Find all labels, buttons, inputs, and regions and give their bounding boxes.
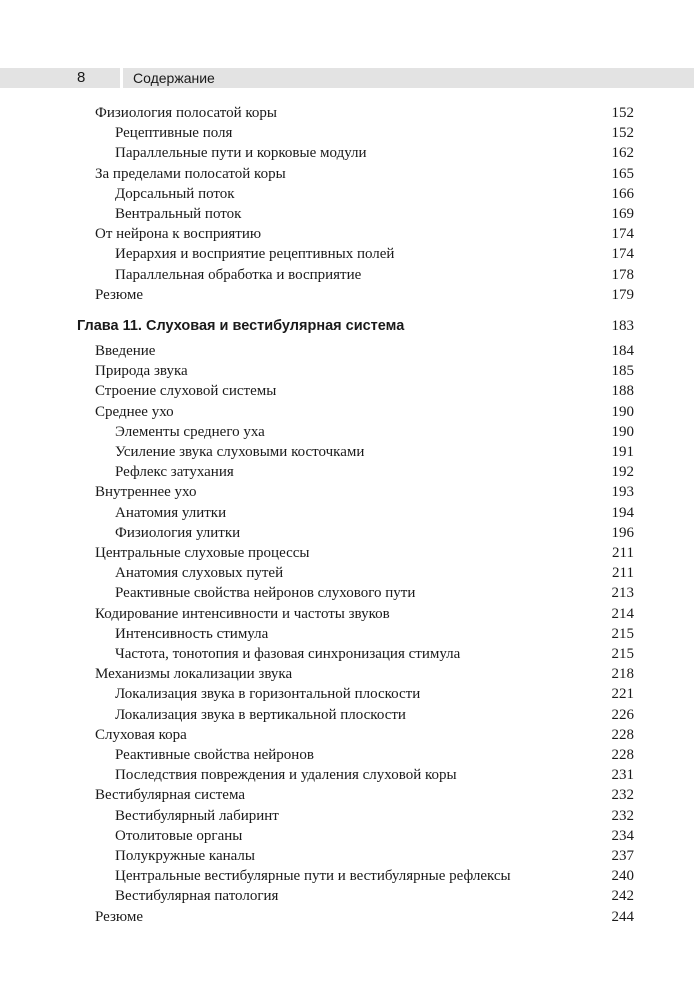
toc-entry-page: 190 — [611, 403, 634, 420]
toc-entry-page: 194 — [611, 504, 634, 521]
toc-entry-page: 213 — [611, 585, 634, 602]
toc-entry-page: 169 — [611, 206, 634, 222]
toc-entry-page: 215 — [611, 625, 634, 642]
toc-entry-page: 231 — [611, 767, 634, 784]
toc-entry-title: Строение слуховой системы — [95, 383, 277, 400]
toc-entry-title: Дорсальный поток — [115, 185, 235, 202]
toc-entry-title: Физиология полосатой коры — [95, 105, 277, 121]
toc-entry-page: 215 — [611, 646, 634, 662]
toc-entry-page: 237 — [611, 848, 634, 864]
toc-entry — [95, 103, 634, 123]
toc-entry-title: Параллельная обработка и восприятие — [115, 266, 362, 283]
toc-entry — [95, 523, 634, 543]
header-divider — [120, 68, 123, 88]
toc-entry-page: 174 — [611, 246, 634, 263]
toc-entry-page: 184 — [611, 343, 634, 359]
page-number: 8 — [77, 69, 86, 86]
toc-entry — [95, 886, 634, 906]
toc-entry — [95, 604, 634, 624]
toc-entry — [95, 745, 634, 765]
toc-entry — [95, 341, 634, 361]
toc-entry — [95, 224, 634, 244]
toc-entry-title: Кодирование интенсивности и частоты звуков — [95, 605, 390, 622]
toc-entry-page: 228 — [611, 747, 634, 763]
toc-entry-title: Полукружные каналы — [115, 848, 255, 864]
toc-entry-title: Элементы среднего уха — [115, 423, 265, 440]
toc-entry-page: 193 — [611, 484, 634, 501]
toc-entry-title: Реактивные свойства нейронов — [115, 747, 314, 763]
toc-entry-page: 183 — [611, 318, 634, 334]
toc-entry-page: 178 — [611, 266, 634, 283]
toc-entry — [95, 785, 634, 805]
toc-entry-page: 166 — [611, 185, 634, 202]
toc-entry — [95, 725, 634, 745]
toc-entry — [95, 684, 634, 704]
toc-entry-title: Отолитовые органы — [115, 827, 243, 844]
toc-entry-title: Анатомия улитки — [115, 504, 227, 521]
toc-entry-page: 179 — [611, 286, 634, 303]
toc-entry-page: 191 — [611, 444, 634, 460]
toc-entry-title: Резюме — [95, 286, 144, 303]
toc-entry-title: От нейрона к восприятию — [95, 226, 262, 243]
toc-entry-page: 232 — [611, 807, 634, 824]
toc-entry-title: Вестибулярный лабиринт — [115, 807, 279, 824]
toc-entry-page: 211 — [612, 545, 634, 561]
toc-entry-title: Локализация звука в вертикальной плоскости — [115, 706, 406, 723]
toc-entry — [95, 164, 634, 184]
toc-entry — [95, 381, 634, 401]
toc-entry — [95, 583, 634, 603]
toc-entry — [95, 644, 634, 664]
toc-entry-title: Центральные слуховые процессы — [95, 545, 310, 561]
toc-entry — [95, 402, 634, 422]
toc-entry-title: Реактивные свойства нейронов слухового пути — [115, 585, 416, 602]
toc-entry-page: 165 — [611, 165, 634, 182]
toc-entry-title: Среднее ухо — [95, 403, 174, 420]
toc-entry — [95, 361, 634, 381]
toc-entry-title: Рефлекс затухания — [115, 464, 234, 481]
toc-entry-page: 190 — [611, 423, 634, 440]
toc-entry — [95, 184, 634, 204]
toc-entry — [95, 765, 634, 785]
toc-entry-page: 242 — [611, 888, 634, 905]
toc-entry-title: Механизмы локализации звука — [95, 666, 293, 683]
toc-entry — [95, 442, 634, 462]
toc-entry-title: Слуховая кора — [95, 726, 187, 743]
toc-entry — [95, 422, 634, 442]
toc-entry — [95, 563, 634, 583]
toc-entry — [95, 503, 634, 523]
toc-entry — [95, 624, 634, 644]
toc-entry-page: 152 — [611, 105, 634, 121]
toc-entry-page: 226 — [611, 706, 634, 723]
toc-entry-page: 232 — [611, 787, 634, 804]
toc-entry-page: 234 — [611, 827, 634, 844]
toc-entry-page: 240 — [611, 868, 634, 885]
toc-entry-title: Рецептивные поля — [115, 125, 233, 142]
toc-entry-page: 214 — [611, 605, 634, 622]
toc-entry-page: 192 — [611, 464, 634, 481]
toc-entry — [95, 705, 634, 725]
toc-entry-title: Вестибулярная патология — [115, 888, 279, 905]
toc-entry-title: Интенсивность стимула — [115, 625, 269, 642]
toc-entry-page: 244 — [611, 908, 634, 925]
toc-entry-title: Параллельные пути и корковые модули — [115, 145, 367, 162]
toc-entry-page: 221 — [611, 686, 634, 703]
toc-entry — [95, 826, 634, 846]
toc-entry — [95, 907, 634, 927]
chapter-heading — [77, 316, 634, 336]
toc-entry — [95, 143, 634, 163]
toc-entry — [95, 244, 634, 264]
toc-entry-title: Введение — [95, 343, 156, 359]
toc-entry-page: 162 — [611, 145, 634, 162]
toc-entry-page: 218 — [611, 666, 634, 683]
toc-entry — [95, 806, 634, 826]
toc-entry — [95, 664, 634, 684]
toc-entry-title: Частота, тонотопия и фазовая синхронизация стимула — [115, 646, 461, 662]
toc-entry-page: 185 — [611, 363, 634, 380]
toc-entry-title: Иерархия и восприятие рецептивных полей — [115, 246, 395, 263]
toc-entry — [95, 285, 634, 305]
toc-entry-title: Глава 11. Слуховая и вестибулярная система — [77, 318, 405, 334]
toc-entry-title: Природа звука — [95, 363, 188, 380]
toc-entry — [95, 265, 634, 285]
toc-entry-title: Центральные вестибулярные пути и вестибулярные рефлексы — [115, 868, 511, 885]
toc-entry-title: Последствия повреждения и удаления слуховой коры — [115, 767, 457, 784]
toc-entry-title: Усиление звука слуховыми косточками — [115, 444, 365, 460]
toc-entry — [95, 866, 634, 886]
toc-entry-page: 152 — [611, 125, 634, 142]
toc-entry-title: За пределами полосатой коры — [95, 165, 286, 182]
toc-entry-title: Локализация звука в горизонтальной плоскости — [115, 686, 421, 703]
toc-entry-page: 174 — [611, 226, 634, 243]
toc-entry — [95, 204, 634, 224]
toc-entry — [95, 543, 634, 563]
toc-entry-title: Анатомия слуховых путей — [115, 565, 284, 582]
toc-entry — [95, 846, 634, 866]
toc-entry-title: Внутреннее ухо — [95, 484, 197, 501]
toc-entry — [95, 482, 634, 502]
toc-entry-page: 228 — [611, 726, 634, 743]
running-header-title: Содержание — [133, 70, 215, 86]
toc-entry-page: 211 — [612, 565, 634, 582]
toc-entry — [95, 462, 634, 482]
toc-entry-title: Резюме — [95, 908, 144, 925]
toc-entry-title: Физиология улитки — [115, 524, 241, 541]
toc-entry-title: Вентральный поток — [115, 206, 242, 222]
toc-entry-title: Вестибулярная система — [95, 787, 245, 804]
toc-entry — [95, 123, 634, 143]
toc-entry-page: 196 — [611, 524, 634, 541]
toc-entry-page: 188 — [611, 383, 634, 400]
